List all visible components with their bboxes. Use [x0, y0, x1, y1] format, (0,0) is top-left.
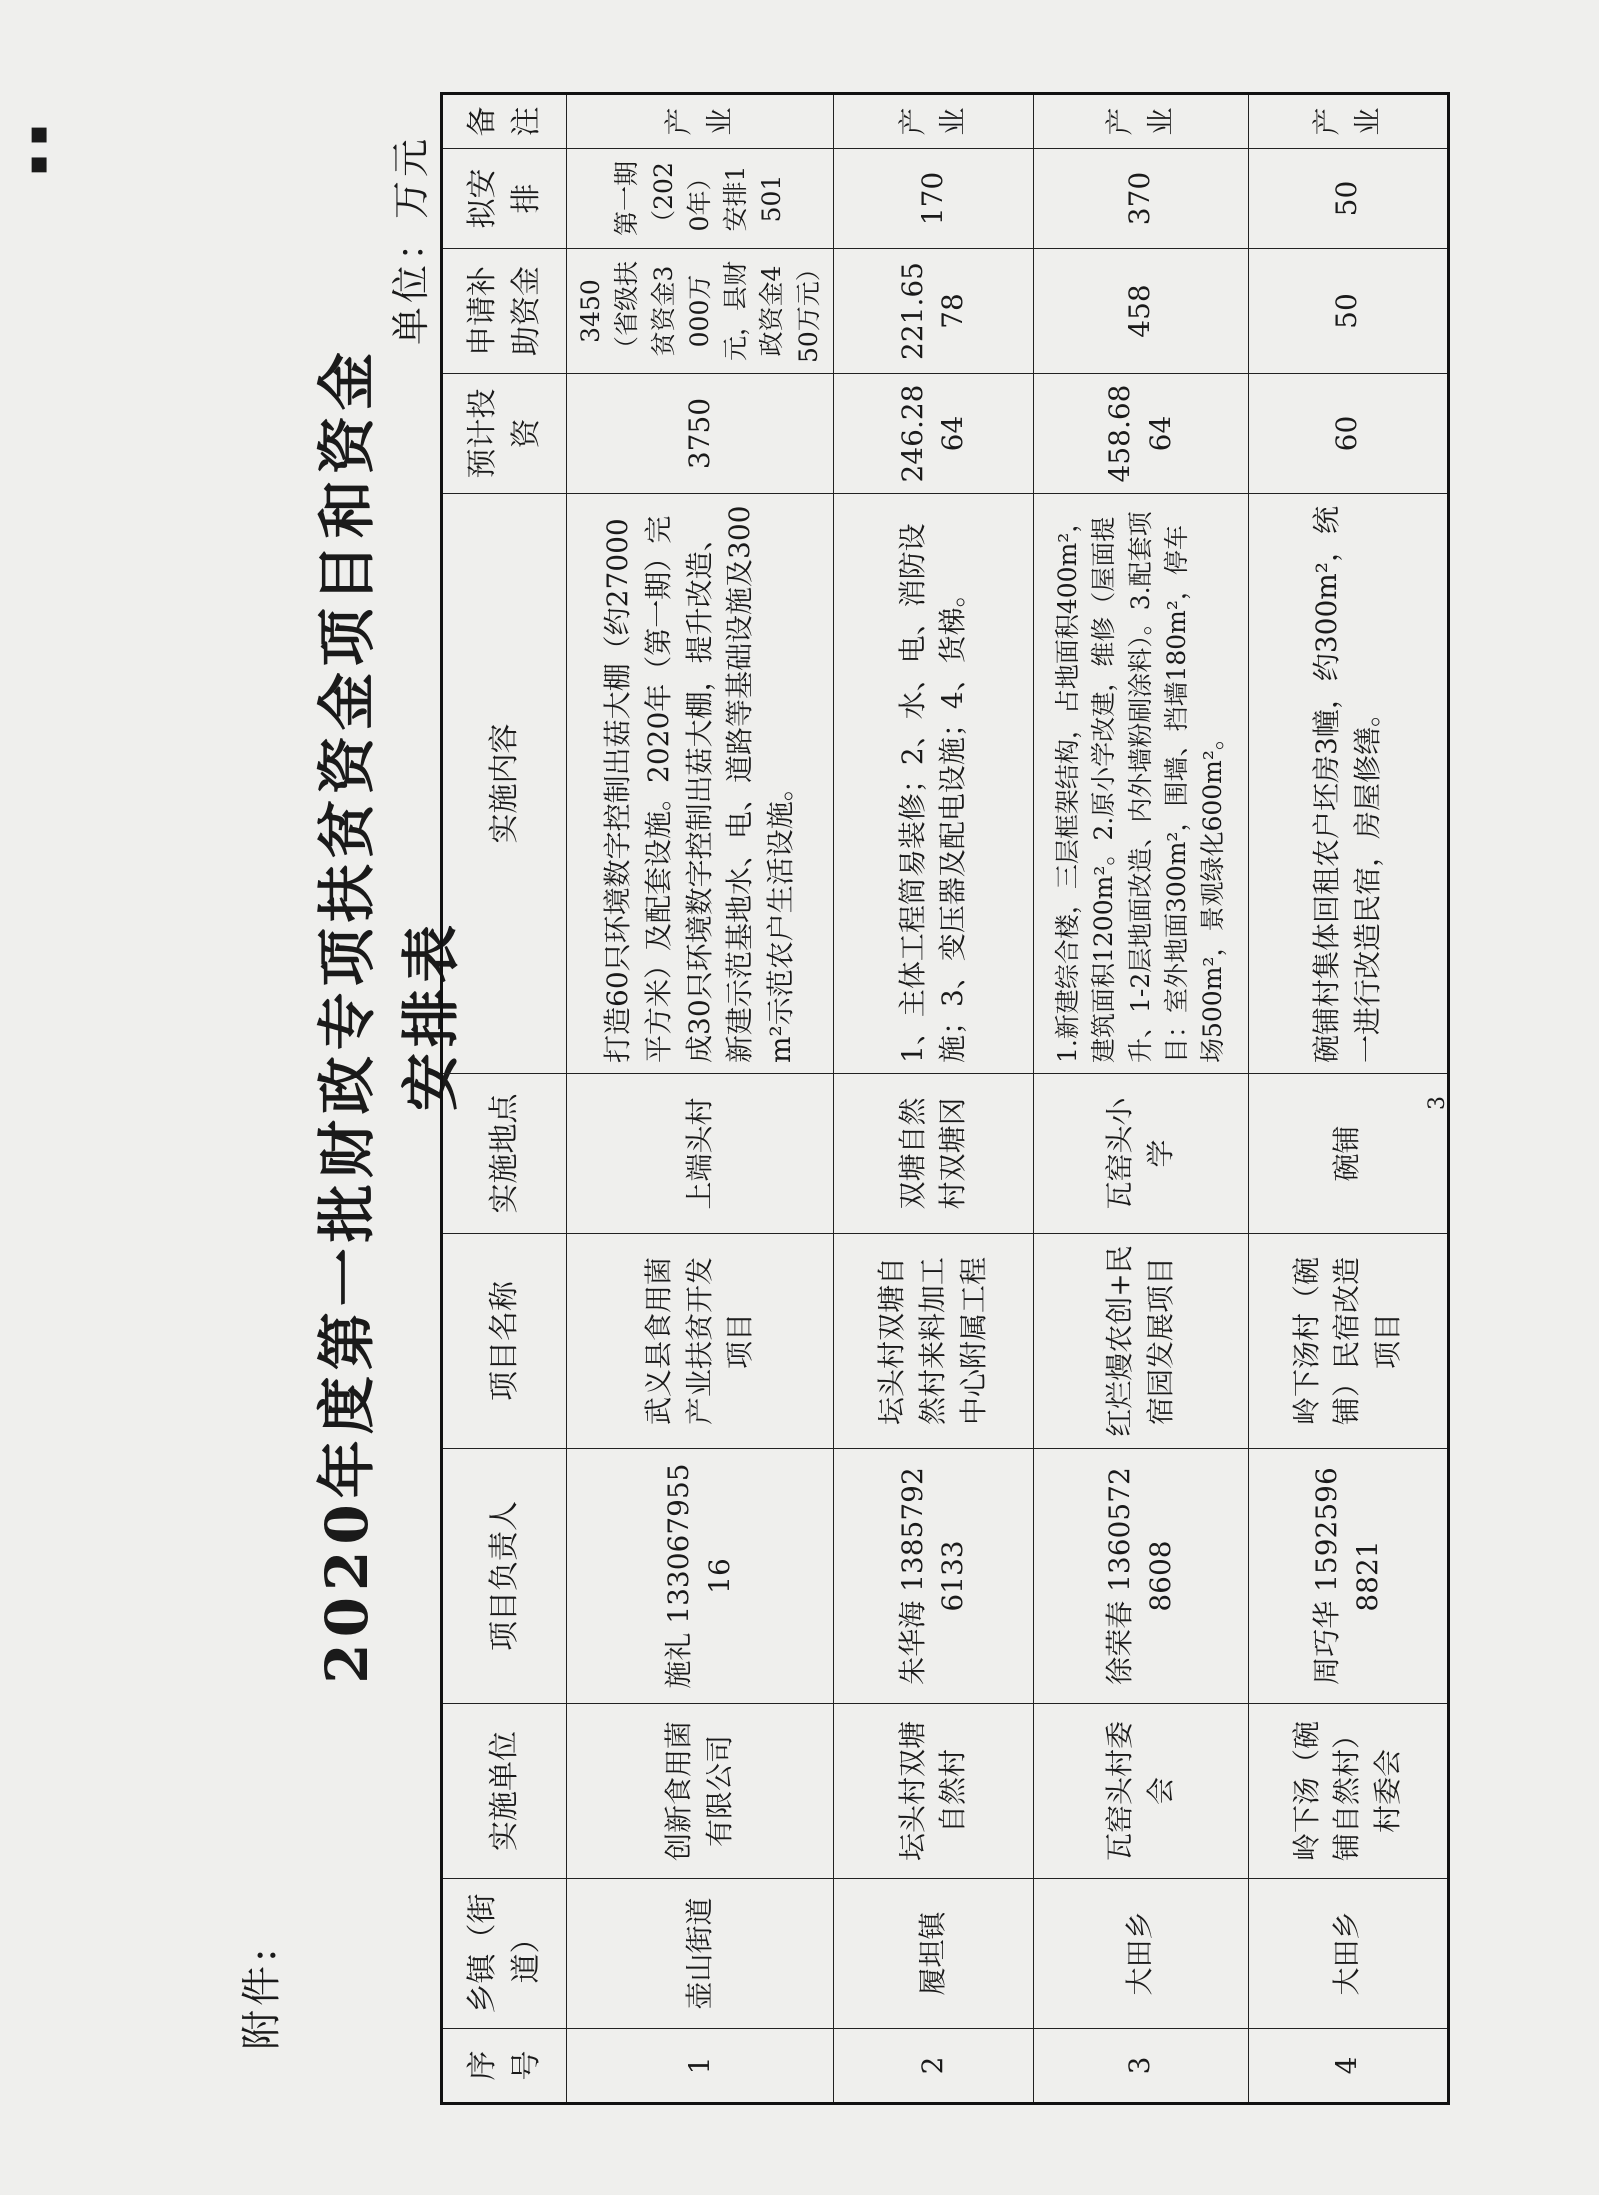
header-note: 备注 — [442, 94, 567, 149]
corner-marks: ▪ ▪ — [20, 124, 55, 175]
cell-location: 双塘自然村双塘冈 — [833, 1074, 1033, 1234]
cell-unit: 坛头村双塘自然村 — [833, 1704, 1033, 1879]
header-leader: 项目负责人 — [442, 1449, 567, 1704]
header-location: 实施地点 — [442, 1074, 567, 1234]
attachment-label: 附件: — [239, 1944, 285, 2050]
cell-leader: 朱华海 13857926133 — [833, 1449, 1033, 1704]
cell-arranged: 第一期（2020年）安排1501 — [567, 149, 834, 249]
funding-table — [440, 92, 1450, 2105]
cell-town: 大田乡 — [1248, 1879, 1448, 2029]
cell-note: 产业 — [1248, 94, 1448, 149]
cell-invest: 458.6864 — [1033, 374, 1248, 494]
cell-content: 1、主体工程简易装修；2、水、电、消防设施；3、变压器及配电设施；4、货梯。 — [833, 494, 1033, 1074]
cell-location: 上端头村 — [567, 1074, 834, 1234]
cell-seq: 3 — [1033, 2029, 1248, 2104]
cell-content: 碗铺村集体回租农户坯房3幢，约300m²，统一进行改造民宿，房屋修缮。 — [1248, 494, 1448, 1074]
cell-subsidy: 3450（省级扶贫资金3000万元，县财政资金450万元） — [567, 249, 834, 374]
header-unit: 实施单位 — [442, 1704, 567, 1879]
header-name: 项目名称 — [442, 1234, 567, 1449]
cell-invest: 246.2864 — [833, 374, 1033, 494]
cell-seq: 1 — [567, 2029, 834, 2104]
unit-label: 单位：万元 — [389, 134, 433, 345]
table-row — [1248, 94, 1448, 2104]
header-subsidy: 申请补助资金 — [442, 249, 567, 374]
cell-subsidy: 50 — [1248, 249, 1448, 374]
cell-location: 碗铺 — [1248, 1074, 1448, 1234]
cell-name: 坛头村双塘自然村来料加工中心附属工程 — [833, 1234, 1033, 1449]
cell-note: 产业 — [1033, 94, 1248, 149]
cell-seq: 4 — [1248, 2029, 1448, 2104]
cell-unit: 创新食用菌有限公司 — [567, 1704, 834, 1879]
cell-name: 红烂熳农创+民宿园发展项目 — [1033, 1234, 1248, 1449]
cell-town: 大田乡 — [1033, 1879, 1248, 2029]
cell-content: 打造60只环境数字控制出菇大棚（约27000平方米）及配套设施。2020年（第一期）完成30只环境数字控制出菇大棚，提升改造、新建示范基地水、电、道路等基础设施及300m²示范农户生活设施。 — [567, 494, 834, 1074]
cell-leader: 施礼 13306795516 — [567, 1449, 834, 1704]
cell-note: 产业 — [567, 94, 834, 149]
cell-arranged: 50 — [1248, 149, 1448, 249]
cell-subsidy: 221.6578 — [833, 249, 1033, 374]
header-content: 实施内容 — [442, 494, 567, 1074]
cell-arranged: 170 — [833, 149, 1033, 249]
cell-town: 壶山街道 — [567, 1879, 834, 2029]
header-town: 乡镇（街道） — [442, 1879, 567, 2029]
cell-arranged: 370 — [1033, 149, 1248, 249]
cell-note: 产业 — [833, 94, 1033, 149]
cell-invest: 60 — [1248, 374, 1448, 494]
cell-invest: 3750 — [567, 374, 834, 494]
cell-subsidy: 458 — [1033, 249, 1248, 374]
cell-unit: 瓦窑头村委会 — [1033, 1704, 1248, 1879]
cell-location: 瓦窑头小学 — [1033, 1074, 1248, 1234]
header-invest: 预计投资 — [442, 374, 567, 494]
cell-content: 1.新建综合楼，三层框架结构，占地面积400m²，建筑面积1200m²。2.原小学改建，维修（屋面提升、1-2层地面改造、内外墙粉刷涂料）。3.配套项目：室外地面300m²，围墙、挡墙180m²，停车场500m²，景观绿化600m²。 — [1033, 494, 1248, 1074]
table-row — [1033, 94, 1248, 2104]
cell-leader: 徐荣春 13605728608 — [1033, 1449, 1248, 1704]
header-row — [442, 94, 567, 2104]
cell-name: 岭下汤村（碗铺）民宿改造项目 — [1248, 1234, 1448, 1449]
cell-town: 履坦镇 — [833, 1879, 1033, 2029]
cell-seq: 2 — [833, 2029, 1033, 2104]
page-number: 3 — [1425, 1096, 1450, 1110]
header-arranged: 拟安排 — [442, 149, 567, 249]
header-seq: 序号 — [442, 2029, 567, 2104]
cell-unit: 岭下汤（碗铺自然村）村委会 — [1248, 1704, 1448, 1879]
cell-leader: 周巧华 15925968821 — [1248, 1449, 1448, 1704]
table-row — [567, 94, 834, 2104]
cell-name: 武义县食用菌产业扶贫开发项目 — [567, 1234, 834, 1449]
table-row — [833, 94, 1033, 2104]
page-title: 2020年度第一批财政专项扶贫资金项目和资金安排表 — [313, 346, 465, 1684]
